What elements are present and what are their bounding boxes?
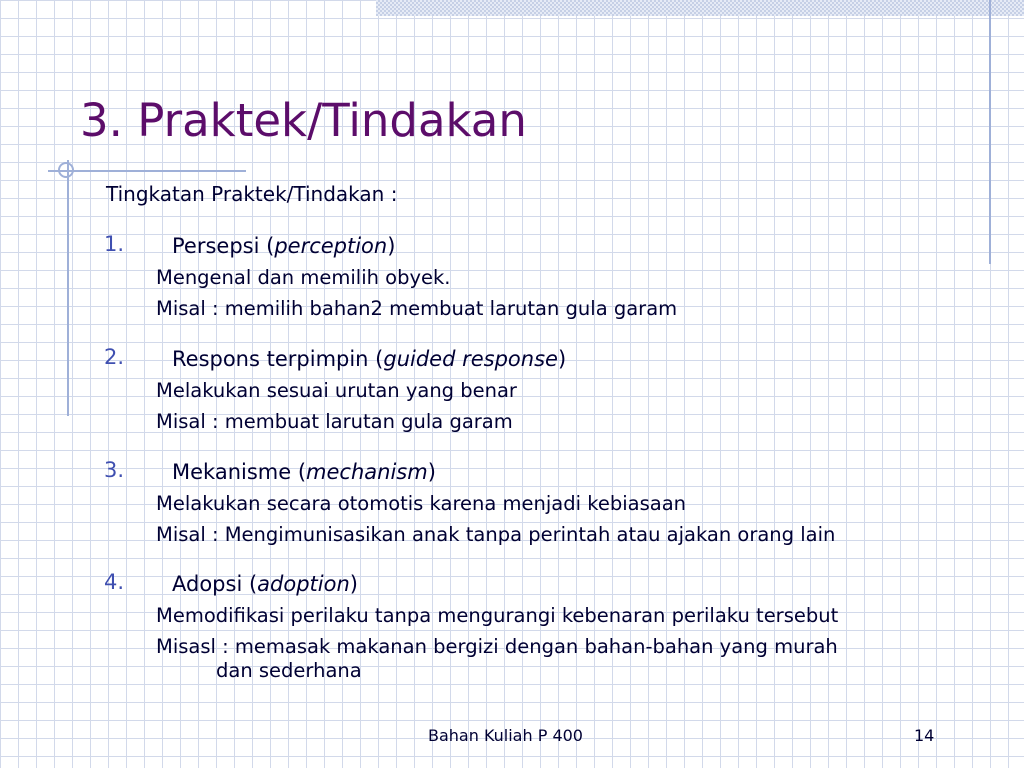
footer-text: Bahan Kuliah P 400	[428, 726, 583, 745]
list-item-number: 1.	[104, 232, 125, 256]
list-item-line: Melakukan secara otomotis karena menjadi kebiasaan	[156, 492, 687, 515]
list-item-title: Respons terpimpin (guided response)	[172, 347, 567, 371]
slide-title: 3. Praktek/Tindakan	[80, 94, 527, 147]
list-item-line: Mengenal dan memilih obyek.	[156, 266, 451, 289]
list-item-line: Memodifikasi perilaku tanpa mengurangi kebenaran perilaku tersebut	[156, 604, 839, 627]
decorative-vertical-line-left	[67, 160, 69, 416]
list-item-term: mechanism	[306, 460, 428, 484]
list-item-title: Adopsi (adoption)	[172, 572, 358, 596]
list-item-term: perception	[274, 234, 388, 258]
list-item-line-continuation: dan sederhana	[216, 659, 362, 682]
list-item-line: Misal : memilih bahan2 membuat larutan gula garam	[156, 297, 678, 320]
list-item-term: adoption	[257, 572, 350, 596]
list-item-line: Misal : membuat larutan gula garam	[156, 410, 513, 433]
decorative-horizontal-line	[48, 170, 246, 172]
top-decorative-band	[376, 0, 1024, 16]
list-item-number: 2.	[104, 345, 125, 369]
list-item-line: Misal : Mengimunisasikan anak tanpa perintah atau ajakan orang lain	[156, 523, 836, 546]
list-item-number: 4.	[104, 570, 125, 594]
list-item-title: Persepsi (perception)	[172, 234, 396, 258]
list-item-number: 3.	[104, 458, 125, 482]
list-item-line: Misasl : memasak makanan bergizi dengan bahan-bahan yang murah	[156, 635, 838, 658]
decorative-vertical-line-right	[989, 0, 991, 264]
list-item-title: Mekanisme (mechanism)	[172, 460, 436, 484]
list-item-line: Melakukan sesuai urutan yang benar	[156, 379, 517, 402]
page-number: 14	[914, 726, 935, 745]
slide-intro: Tingkatan Praktek/Tindakan :	[106, 182, 398, 206]
list-item-term: guided response	[383, 347, 558, 371]
decorative-circle	[58, 162, 74, 178]
